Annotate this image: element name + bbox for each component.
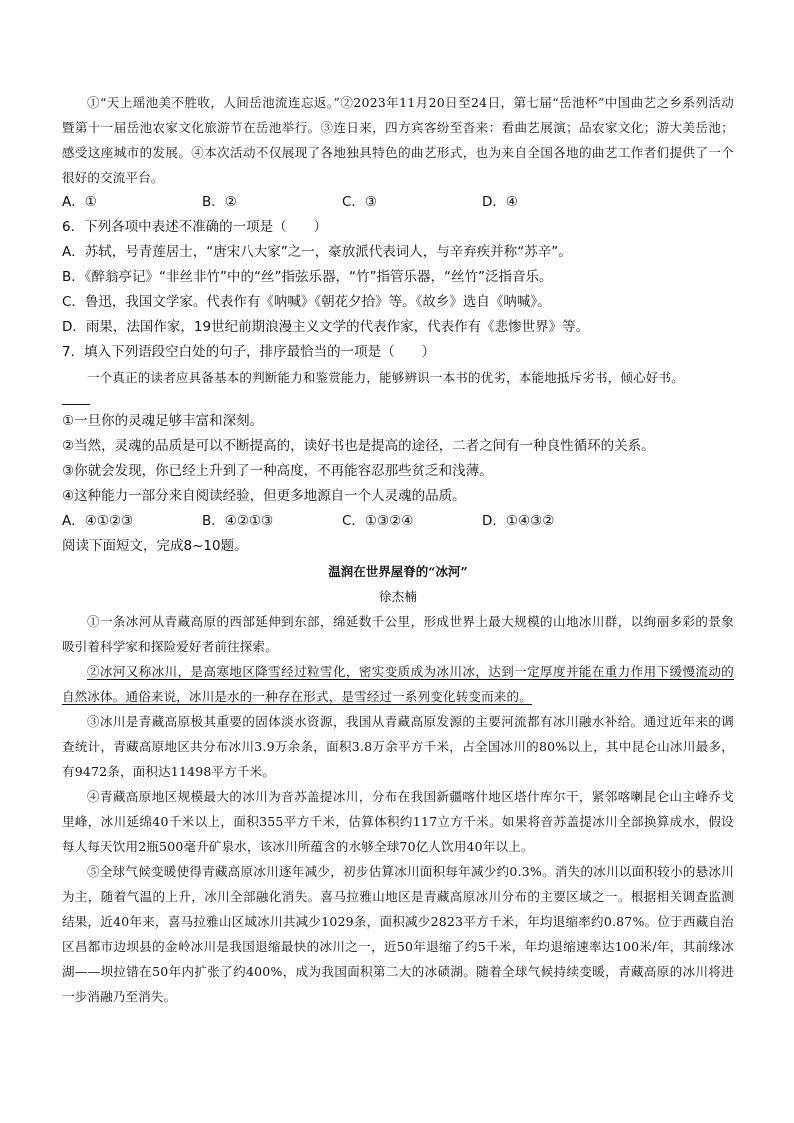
q5-option-d: D．④: [482, 194, 518, 210]
q6-option-a: A．苏轼，号青莲居士，“唐宋八大家”之一，豪放派代表词人，与辛弃疾并称“苏辛”。: [62, 244, 572, 260]
q6-option-b: B．《醉翁亭记》“非丝非竹”中的“丝”指弦乐器，“竹”指管乐器，“丝竹”泛指音乐。: [62, 269, 553, 285]
fill-blank-line: [62, 390, 90, 405]
q7-stem: 7．填入下列语段空白处的句子，排序最恰当的一项是（ ）: [62, 344, 436, 360]
q6-option-d: D．雨果，法国作家，19世纪前期浪漫主义文学的代表作家，代表作有《悲惨世界》等。: [62, 319, 590, 335]
q6-option-c: C．鲁迅，我国文学家。代表作有《呐喊》《朝花夕拾》等。《故乡》选自《呐喊》。: [62, 294, 551, 310]
q7-option-d: D．①④③②: [482, 513, 555, 529]
article-paragraph-2: ②冰河又称冰川，是高寒地区降雪经过粒雪化，密实变质成为冰川冰，达到一定厚度并能在重力作用下缓慢流动的自然冰体。通俗来说，冰川是水的一种存在形式，是雪经过一系列变化转变而来的。: [62, 664, 734, 704]
q5-passage: ①“天上瑶池美不胜收，人间岳池流连忘返。”②2023年11月20日至24日，第七届“岳池杯”中国曲艺之乡系列活动暨第十一届岳池农家文化旅游节在岳池举行。③连日来，四方宾客纷至沓来：看曲艺展演；品农家文化；游大美岳池；感受这座城市的发展。④本次活动不仅展现了各地独具特色的曲艺形式，也为来自全国各地的曲艺工作者们提供了一个很好的交流平台。: [62, 95, 734, 185]
reading-intro: 阅读下面短文，完成8~10题。: [62, 538, 248, 554]
exam-page: [62, 90, 734, 1009]
q7-sentence-1: ①一旦你的灵魂足够丰富和深刻。: [62, 413, 264, 429]
q7-option-a: A．④①②③: [62, 513, 134, 529]
article-author: 徐杰楠: [378, 589, 418, 604]
q7-option-b: B．④②①③: [202, 513, 274, 529]
q7-option-c: C．①③②④: [342, 513, 414, 529]
article-paragraph-1: ①一条冰河从青藏高原的西部延伸到东部，绵延数千公里，形成世界上最大规模的山地冰川群，以绚丽多彩的景象吸引着科学家和探险爱好者前往探索。: [62, 614, 734, 654]
q7-sentence-4: ④这种能力一部分来自阅读经验，但更多地源自一个人灵魂的品质。: [62, 488, 466, 504]
q5-option-a: A．①: [62, 194, 97, 210]
q5-options: [62, 190, 734, 215]
article-title: 温润在世界屋脊的“冰河”: [328, 564, 468, 579]
article-paragraph-3: ③冰川是青藏高原极其重要的固体淡水资源，我国从青藏高原发源的主要河流都有冰川融水补给。通过近年来的调查统计，青藏高原地区共分布冰川3.9万余条，面积3.8万余平方千米，占全国冰川的80%以上，其中昆仑山冰川最多，有9472条，面积达11498平方千米。: [62, 714, 734, 779]
article-paragraph-5: ⑤全球气候变暖使得青藏高原冰川逐年减少，初步估算冰川面积每年减少约0.3%。消失的冰川以面积较小的悬冰川为主，随着气温的上升，冰川全部融化消失。喜马拉雅山地区是青藏高原冰川分布的主要区域之一。根据相关调查监测结果，近40年来，喜马拉雅山区域冰川共减少1029条，面积减少2823平方千米，年均退缩率约0.87%。位于西藏自治区昌都市边坝县的金岭冰川是我国退缩最快的冰川之一，近50年退缩了约5千米，年均退缩速率达100米/年，其前缘冰湖——坝拉错在50年内扩张了约400%，成为我国面积第二大的冰碛湖。随着全球气候持续变暖，青藏高原的冰川将进一步消融乃至消失。: [62, 864, 734, 1004]
article-paragraph-4: ④青藏高原地区规模最大的冰川为音苏盖提冰川，分布在我国新疆喀什地区塔什库尔干，紧邻喀喇昆仑山主峰乔戈里峰，冰川延绵40千米以上，面积355平方千米，估算体积约117立方千米。如果将音苏盖提冰川全部换算成水，假设每人每天饮用2瓶500毫升矿泉水，该冰川所蕴含的水够全球70亿人饮用40年以上。: [62, 789, 734, 854]
q5-option-c: C．③: [342, 194, 378, 210]
q7-options: [62, 509, 734, 534]
q6-stem: 6．下列各项中表述不准确的一项是（ ）: [62, 219, 328, 235]
q7-sentence-3: ③你就会发现，你已经上升到了一种高度，不再能容忍那些贫乏和浅薄。: [62, 463, 493, 479]
q5-option-b: B．②: [202, 194, 237, 210]
q7-sentence-2: ②当然，灵魂的品质是可以不断提高的，读好书也是提高的途径，二者之间有一种良性循环的关系。: [62, 438, 655, 454]
q7-passage: 一个真正的读者应具备基本的判断能力和鉴赏能力，能够辨识一本书的优劣，本能地抵斥劣书，倾心好书。: [87, 370, 684, 385]
